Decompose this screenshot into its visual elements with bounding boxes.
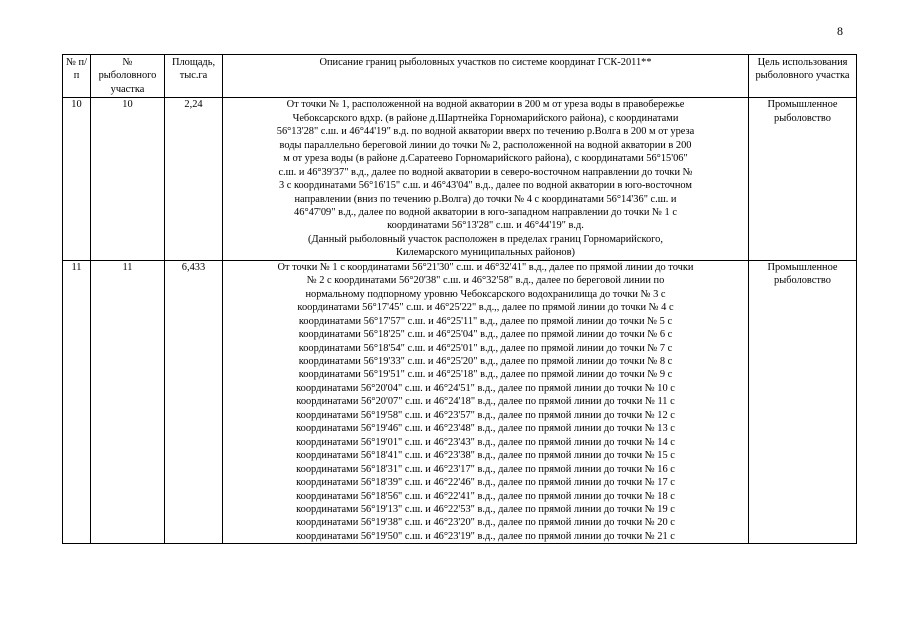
description-line: координатами 56°18'41" с.ш. и 46°23'38" в.д., далее по прямой линии до точки № 15 с [296, 450, 675, 462]
header-area: Площадь, тыс.га [165, 55, 223, 98]
description-line: координатами 56°19'13" с.ш. и 46°22'53" в.д., далее по прямой линии до точки № 19 с [296, 503, 675, 515]
header-num: № п/п [63, 55, 91, 98]
header-description: Описание границ рыболовных участков по системе координат ГСК-2011** [223, 55, 749, 98]
description-line: координатами 56°19'38" с.ш. и 46°23'20" в.д., далее по прямой линии до точки № 20 с [296, 517, 675, 529]
row-purpose: Промышленное рыболовство [749, 260, 857, 544]
table-row [63, 98, 857, 260]
description-note: Килемарского муниципальных районов) [396, 247, 575, 259]
description-line: координатами 56°19'01" с.ш. и 46°23'43" в.д., далее по прямой линии до точки № 14 с [296, 436, 675, 448]
table-header-row [63, 55, 857, 98]
row-description [223, 98, 749, 260]
row-area: 2,24 [165, 98, 223, 260]
header-plot-number: № рыболовного участка [91, 55, 165, 98]
description-line: координатами 56°19'51" с.ш. и 46°25'18" в.д., далее по прямой линии до точки № 9 с [298, 369, 673, 381]
description-line: координатами 56°17'45" с.ш. и 46°25'22" в.д.,, далее по прямой линии до точки № 4 с [297, 302, 674, 314]
description-line: От точки № 1, расположенной на водной акватории в 200 м от уреза воды в правобережье [286, 99, 685, 111]
description-note: (Данный рыболовный участок расположен в пределах границ Горномарийского, [308, 233, 663, 245]
row-num: 11 [63, 260, 91, 544]
description-line: координатами 56°18'25" с.ш. и 46°25'04" в.д., далее по прямой линии до точки № 6 с [298, 329, 673, 341]
page-number: 8 [837, 24, 843, 38]
description-line: координатами 56°18'31" с.ш. и 46°23'17" в.д., далее по прямой линии до точки № 16 с [296, 463, 675, 475]
description-line: координатами 56°19'50" с.ш. и 46°23'19" в.д., далее по прямой линии до точки № 21 с [296, 530, 675, 542]
description-line: Чебоксарского вдхр. (в районе д.Шартнейка Горномарийского района), с координатами [292, 112, 679, 124]
header-purpose: Цель использования рыболовного участка [749, 55, 857, 98]
description-line: координатами 56°19'33" с.ш. и 46°25'20" в.д., далее по прямой линии до точки № 8 с [298, 355, 673, 367]
description-line: с.ш. и 46°39'37" в.д., далее по водной акватории в северо-восточном направлении до точки № [278, 166, 693, 178]
row-area: 6,433 [165, 260, 223, 544]
row-description [223, 260, 749, 544]
description-line: координатами 56°18'39" с.ш. и 46°22'46" в.д., далее по прямой линии до точки № 17 с [296, 477, 675, 489]
description-line: направлении (вниз по течению р.Волга) до точки № 4 с координатами 56°14'36" с.ш. и [294, 193, 677, 205]
description-line: координатами 56°20'07" с.ш. и 46°24'18" в.д., далее по прямой линии до точки № 11 с [296, 396, 675, 408]
description-line: координатами 56°20'04" с.ш. и 46°24'51" в.д., далее по прямой линии до точки № 10 с [296, 382, 675, 394]
description-line: координатами 56°18'54" с.ш. и 46°25'01" в.д., далее по прямой линии до точки № 7 с [298, 342, 673, 354]
fishing-plots-table [62, 54, 857, 544]
description-line: 46°47'09" в.д., далее по водной акватории в юго-западном направлении до точки № 1 с [294, 206, 677, 218]
row-num: 10 [63, 98, 91, 260]
table-row [63, 260, 857, 544]
description-line: координатами 56°19'46" с.ш. и 46°23'48" в.д., далее по прямой линии до точки № 13 с [296, 423, 675, 435]
description-line: координатами 56°17'57" с.ш. и 46°25'11" в.д., далее по прямой линии до точки № 5 с [298, 315, 673, 327]
description-line: 3 с координатами 56°16'15" с.ш. и 46°43'04" в.д., далее по водной акватории в юго-восточном [278, 180, 693, 192]
row-purpose: Промышленное рыболовство [749, 98, 857, 260]
description-line: От точки № 1 с координатами 56°21'30" с.ш. и 46°32'41" в.д., далее по прямой линии до точки [277, 261, 694, 273]
row-plot-number: 11 [91, 260, 165, 544]
row-plot-number: 10 [91, 98, 165, 260]
description-line: 56°13'28" с.ш. и 46°44'19" в.д. по водной акватории вверх по течению р.Волга в 200 м от уреза [276, 126, 695, 138]
description-line: координатами 56°13'28" с.ш. и 46°44'19" в.д. [387, 220, 584, 232]
description-line: координатами 56°19'58" с.ш. и 46°23'57" в.д., далее по прямой линии до точки № 12 с [296, 409, 675, 421]
description-line: воды параллельно береговой линии до точки № 2, расположенной на водной акватории в 200 [279, 139, 692, 151]
description-line: координатами 56°18'56" с.ш. и 46°22'41" в.д., далее по прямой линии до точки № 18 с [296, 490, 675, 502]
description-line: нормальному подпорному уровню Чебоксарского водохранилища до точки № 3 с [305, 288, 666, 300]
description-line: м от уреза воды (в районе д.Саратеево Горномарийского района), с координатами 56°15'06" [283, 153, 688, 165]
description-line: № 2 с координатами 56°20'38" с.ш. и 46°32'58" в.д., далее по береговой линии по [306, 275, 665, 287]
